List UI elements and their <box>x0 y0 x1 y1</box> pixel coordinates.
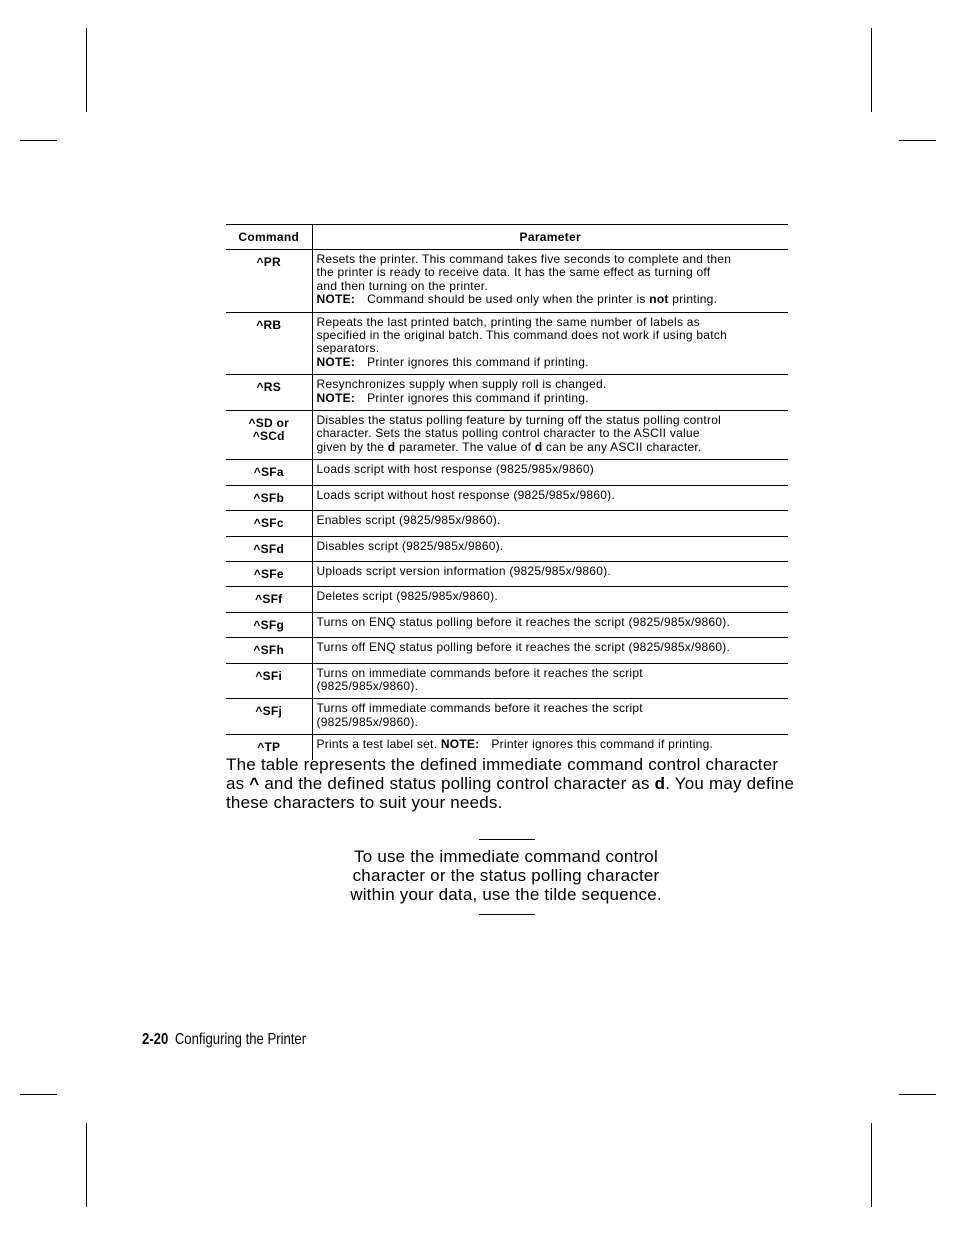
command-code: ^SFd <box>253 541 285 556</box>
parameter-line <box>317 616 783 629</box>
crop-mark-bottom-left-vertical <box>86 1123 87 1207</box>
parameter-text: Deletes script (9825/985x/9860). <box>316 589 498 604</box>
command-cell <box>226 536 312 561</box>
bold-text: NOTE: <box>440 737 480 752</box>
command-code: ^SFc <box>253 516 284 531</box>
command-cell <box>226 663 312 699</box>
note-top-rule <box>479 839 535 840</box>
table-row <box>226 485 788 510</box>
bold-text: not <box>649 292 669 307</box>
parameter-cell <box>312 663 788 699</box>
parameter-line <box>317 680 783 693</box>
explanation-paragraph <box>226 755 796 812</box>
parameter-cell <box>312 699 788 735</box>
parameter-text: Command should be used only when the printer is <box>367 292 650 307</box>
parameter-text: Uploads script version information (9825/985x/9860). <box>316 563 611 578</box>
parameter-line <box>317 280 783 293</box>
bold-text: d <box>534 439 543 454</box>
parameter-cell <box>312 561 788 586</box>
parameter-cell <box>312 612 788 637</box>
command-cell <box>226 411 312 460</box>
parameter-text: given by the <box>316 439 388 454</box>
paragraph-text-1: The table represents the defined immediate command control character as <box>226 755 779 793</box>
command-code: ^SFe <box>253 566 284 581</box>
parameter-line <box>317 356 783 369</box>
parameter-text: Resynchronizes supply when supply roll is changed. <box>316 377 607 392</box>
parameter-line <box>317 463 783 476</box>
parameter-text: Disables script (9825/985x/9860). <box>316 538 504 553</box>
note-block <box>318 847 694 904</box>
parameter-line <box>317 253 783 266</box>
parameter-text: Turns off immediate commands before it reaches the script <box>316 701 643 716</box>
parameter-text: Turns off ENQ status polling before it reaches the script (9825/985x/9860). <box>316 640 731 655</box>
parameter-line <box>317 427 783 440</box>
parameter-cell <box>312 312 788 375</box>
command-code: ^TP <box>257 740 281 755</box>
parameter-text: specified in the original batch. This command does not work if using batch <box>316 328 727 343</box>
parameter-text: (9825/985x/9860). <box>316 678 419 693</box>
table-row <box>226 587 788 612</box>
parameter-text: Turns on immediate commands before it reaches the script <box>316 665 643 680</box>
command-code: ^SFj <box>255 704 283 719</box>
column-header-command: Command <box>226 225 312 250</box>
d-character: d <box>654 774 666 793</box>
command-cell <box>226 485 312 510</box>
parameter-line <box>317 702 783 715</box>
parameter-line <box>317 293 783 306</box>
note-line: To use the immediate command control <box>354 847 658 866</box>
table-row <box>226 699 788 735</box>
parameter-line <box>317 329 783 342</box>
command-cell <box>226 460 312 485</box>
parameter-text: Repeats the last printed batch, printing the same number of labels as <box>316 314 700 329</box>
table-body <box>226 250 788 760</box>
parameter-cell <box>312 485 788 510</box>
note-line: character or the status polling character <box>352 866 660 885</box>
parameter-text: Disables the status polling feature by turning off the status polling control <box>316 413 722 428</box>
column-header-parameter: Parameter <box>312 225 788 250</box>
command-cell <box>226 638 312 663</box>
parameter-text: Printer ignores this command if printing. <box>367 354 589 369</box>
parameter-line <box>317 342 783 355</box>
bold-text: NOTE: <box>316 292 356 307</box>
command-code: ^SCd <box>252 429 285 444</box>
crop-mark-bottom-right-horizontal <box>899 1094 936 1095</box>
caret-character: ^ <box>249 774 260 793</box>
command-code: ^PR <box>256 255 281 269</box>
parameter-text: can be any ASCII character. <box>542 439 702 454</box>
table-row <box>226 561 788 586</box>
table-row <box>226 250 788 313</box>
table-row <box>226 536 788 561</box>
parameter-cell <box>312 250 788 313</box>
parameter-cell <box>312 511 788 536</box>
parameter-line <box>317 441 783 454</box>
command-cell <box>226 699 312 735</box>
parameter-text: the printer is ready to receive data. It has the same effect as turning off <box>316 265 711 280</box>
parameter-text: Loads script without host response (9825/985x/9860). <box>316 487 616 502</box>
parameter-text: Resets the printer. This command takes five seconds to complete and then <box>316 252 732 266</box>
table-row <box>226 375 788 411</box>
parameter-line <box>317 590 783 603</box>
crop-mark-top-left-vertical <box>86 28 87 112</box>
command-code: ^SD or <box>248 416 289 431</box>
parameter-line <box>317 392 783 405</box>
command-cell <box>226 612 312 637</box>
command-cell <box>226 312 312 375</box>
parameter-text: Printer ignores this command if printing. <box>367 390 589 405</box>
table-row <box>226 312 788 375</box>
parameter-line <box>317 514 783 527</box>
page-footer <box>142 1031 306 1049</box>
parameter-text: Turns on ENQ status polling before it reaches the script (9825/985x/9860). <box>316 614 731 629</box>
command-code: ^SFf <box>255 592 283 607</box>
paragraph-text-2: and the defined status polling control character as <box>259 774 655 793</box>
parameter-text: character. Sets the status polling control character to the ASCII value <box>316 426 700 441</box>
table-row <box>226 663 788 699</box>
parameter-line <box>317 667 783 680</box>
parameter-line <box>317 266 783 279</box>
parameter-line <box>317 316 783 329</box>
bold-text: NOTE: <box>316 390 356 405</box>
parameter-cell <box>312 638 788 663</box>
table-header-row <box>226 225 788 250</box>
parameter-text: parameter. The value of <box>395 439 535 454</box>
parameter-text: Loads script with host response (9825/985x/9860) <box>316 462 594 477</box>
note-bottom-rule <box>479 914 535 915</box>
command-code: ^RB <box>256 317 282 332</box>
command-cell <box>226 250 312 313</box>
note-line: within your data, use the tilde sequence. <box>350 885 662 904</box>
table-row <box>226 612 788 637</box>
crop-mark-top-right-vertical <box>871 28 872 112</box>
parameter-line <box>317 716 783 729</box>
parameter-cell <box>312 411 788 460</box>
parameter-line <box>317 540 783 553</box>
command-code: ^SFg <box>253 617 285 632</box>
command-cell <box>226 561 312 586</box>
parameter-cell <box>312 536 788 561</box>
parameter-line <box>317 738 783 751</box>
parameter-text: Prints a test label set. <box>316 737 441 752</box>
parameter-text: printing. <box>668 292 718 307</box>
parameter-line <box>317 378 783 391</box>
table-row <box>226 638 788 663</box>
paragraph-text-3: . You may define these characters to suit your needs. <box>226 774 795 812</box>
parameter-text: (9825/985x/9860). <box>316 714 419 729</box>
parameter-text: and then turning on the printer. <box>316 278 488 293</box>
command-code: ^SFi <box>255 668 283 683</box>
command-table <box>226 224 788 760</box>
table-row <box>226 411 788 460</box>
crop-mark-top-left-horizontal <box>20 140 57 141</box>
parameter-line <box>317 414 783 427</box>
command-code: ^SFa <box>253 465 284 480</box>
crop-mark-bottom-left-horizontal <box>20 1094 57 1095</box>
page-number: 2-20 <box>142 1031 169 1048</box>
parameter-cell <box>312 460 788 485</box>
table-row <box>226 460 788 485</box>
bold-text: d <box>387 439 396 454</box>
command-cell <box>226 511 312 536</box>
chapter-title: Configuring the Printer <box>174 1031 307 1048</box>
parameter-text: separators. <box>316 341 380 356</box>
command-code: ^SFb <box>253 490 285 505</box>
command-cell <box>226 587 312 612</box>
crop-mark-bottom-right-vertical <box>871 1123 872 1207</box>
bold-text: NOTE: <box>316 354 356 369</box>
command-code: ^SFh <box>253 643 285 658</box>
parameter-cell <box>312 375 788 411</box>
table-row <box>226 511 788 536</box>
parameter-line <box>317 489 783 502</box>
command-code: ^RS <box>256 380 281 395</box>
parameter-line <box>317 641 783 654</box>
parameter-text: Printer ignores this command if printing. <box>491 737 714 752</box>
parameter-cell <box>312 587 788 612</box>
crop-mark-top-right-horizontal <box>899 140 936 141</box>
parameter-line <box>317 565 783 578</box>
command-cell <box>226 375 312 411</box>
parameter-text: Enables script (9825/985x/9860). <box>316 513 501 528</box>
